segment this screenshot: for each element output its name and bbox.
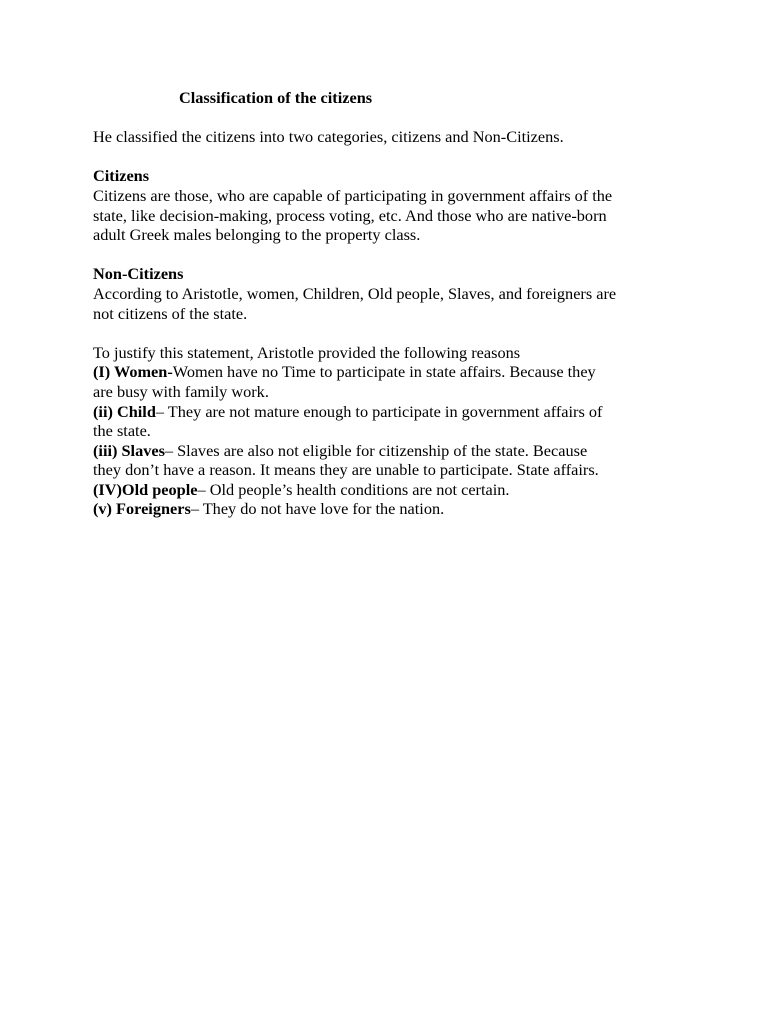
reason-women-label: (I) Women- — [93, 362, 173, 382]
citizens-heading: Citizens — [93, 166, 150, 186]
reason-foreigners-label: (v) Foreigners — [93, 499, 191, 519]
non-citizens-line-1: According to Aristotle, women, Children, Old people, Slaves, and foreigners are — [93, 283, 617, 303]
paragraph-gap — [93, 245, 693, 265]
non-citizens-line-2: not citizens of the state. — [93, 303, 248, 323]
reason-old-people-text: – Old people’s health conditions are not certain. — [197, 479, 510, 499]
reason-women-line-2: are busy with family work. — [93, 381, 269, 401]
reason-child-text: – They are not mature enough to participate in government affairs of — [155, 401, 603, 421]
reason-child-label: (ii) Child — [93, 401, 156, 421]
reason-women-text: Women have no Time to participate in state affairs. Because they — [172, 362, 596, 382]
reasons-intro: To justify this statement, Aristotle provided the following reasons — [93, 342, 521, 362]
document-title: Classification of the citizens — [179, 88, 373, 107]
reason-child-line-2: the state. — [93, 421, 151, 441]
non-citizens-heading: Non-Citizens — [93, 264, 184, 284]
reason-slaves-text: – Slaves are also not eligible for citizenship of the state. Because — [164, 440, 588, 460]
citizens-line-1: Citizens are those, who are capable of participating in government affairs of the — [93, 185, 613, 205]
citizens-line-2: state, like decision-making, process voting, etc. And those who are native-born — [93, 205, 607, 225]
reason-old-people-label: (IV)Old people — [93, 479, 198, 499]
intro-paragraph: He classified the citizens into two categories, citizens and Non-Citizens. — [93, 127, 564, 147]
reason-slaves-label: (iii) Slaves — [93, 440, 165, 460]
paragraph-gap — [93, 323, 693, 343]
citizens-line-3: adult Greek males belonging to the property class. — [93, 225, 421, 245]
reason-slaves-line-1 — [93, 441, 693, 461]
reason-foreigners-text: – They do not have love for the nation. — [190, 499, 445, 519]
document-page — [93, 88, 693, 519]
reason-child-line-1 — [93, 402, 693, 422]
paragraph-gap — [93, 147, 693, 167]
reason-old-people-line-1 — [93, 480, 693, 500]
reason-slaves-line-2: they don’t have a reason. It means they are unable to participate. State affairs. — [93, 460, 599, 480]
reason-foreigners-line-1 — [93, 499, 693, 519]
reason-women-line-1 — [93, 362, 693, 382]
